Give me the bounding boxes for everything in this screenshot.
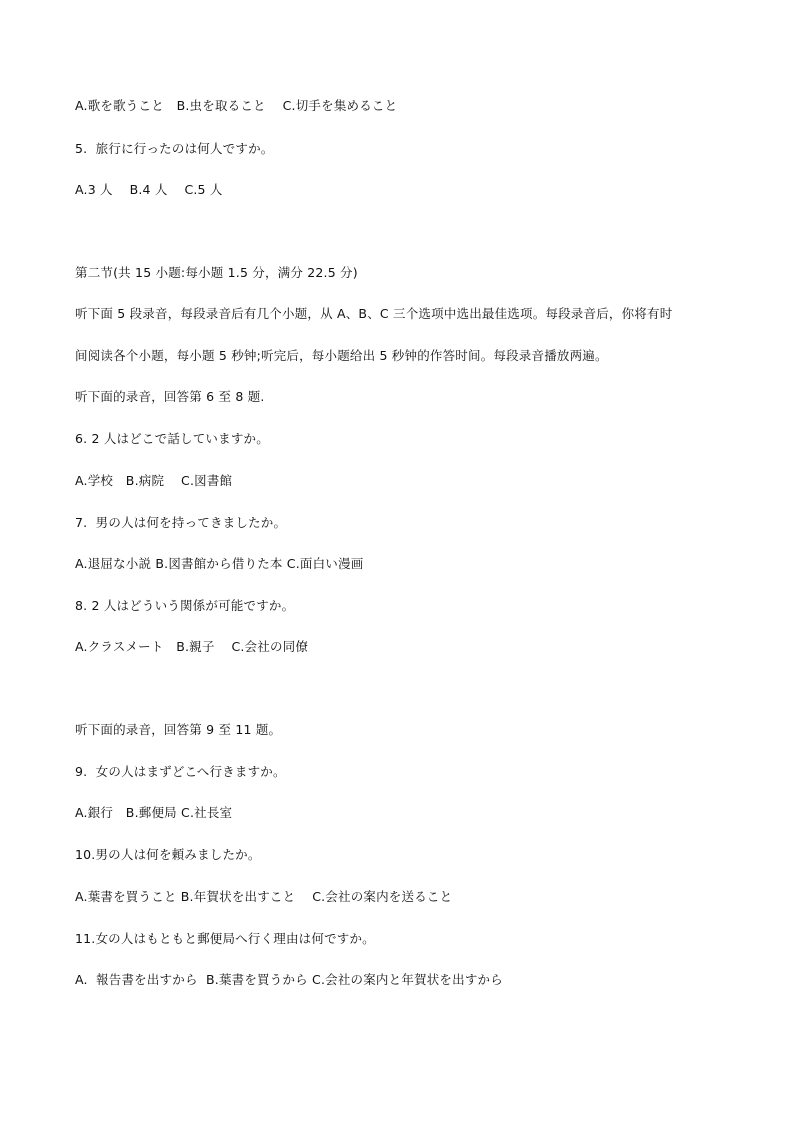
instructions-line-2: 间阅读各个小题，每小题 5 秒钟;听完后，每小题给出 5 秒钟的作答时间。每段录音播放两遍。 (75, 348, 608, 363)
q10-question: 10.男の人は何を頼みましたか。 (75, 847, 261, 862)
q8-question: 8. 2 人はどういう関係が可能ですか。 (75, 598, 295, 613)
section-heading: 第二节(共 15 小题:每小题 1.5 分，满分 22.5 分) (75, 265, 358, 280)
q6-question: 6. 2 人はどこで話していますか。 (75, 431, 269, 446)
group-1-intro: 听下面的录音，回答第 6 至 8 题. (75, 389, 265, 404)
q5-question: 5. 旅行に行ったのは何人ですか。 (75, 141, 274, 156)
group-2-intro: 听下面的录音，回答第 9 至 11 题。 (75, 722, 282, 737)
q8-options: A.クラスメート B.親子 C.会社の同僚 (75, 639, 309, 654)
q9-question: 9. 女の人はまずどこへ行きますか。 (75, 764, 286, 779)
q11-options: A. 報告書を出すから B.葉書を買うから C.会社の案内と年賀状を出すから (75, 972, 503, 987)
q6-options: A.学校 B.病院 C.図書館 (75, 473, 233, 488)
q11-question: 11.女の人はもともと郵便局へ行く理由は何ですか。 (75, 931, 375, 946)
instructions-line-1: 听下面 5 段录音，每段录音后有几个小题，从 A、B、C 三个选项中选出最佳选项。每段录音后，你将有时 (75, 306, 673, 321)
q10-options: A.葉書を買うこと B.年賀状を出すこと C.会社の案内を送ること (75, 889, 453, 904)
q7-options: A.退屈な小説 B.図書館から借りた本 C.面白い漫画 (75, 556, 364, 571)
q7-question: 7. 男の人は何を持ってきましたか。 (75, 515, 287, 530)
q9-options: A.銀行 B.郵便局 C.社長室 (75, 805, 233, 820)
q5-options: A.3 人 B.4 人 C.5 人 (75, 182, 223, 197)
q4-options: A.歌を歌うこと B.虫を取ること C.切手を集めること (75, 98, 398, 113)
